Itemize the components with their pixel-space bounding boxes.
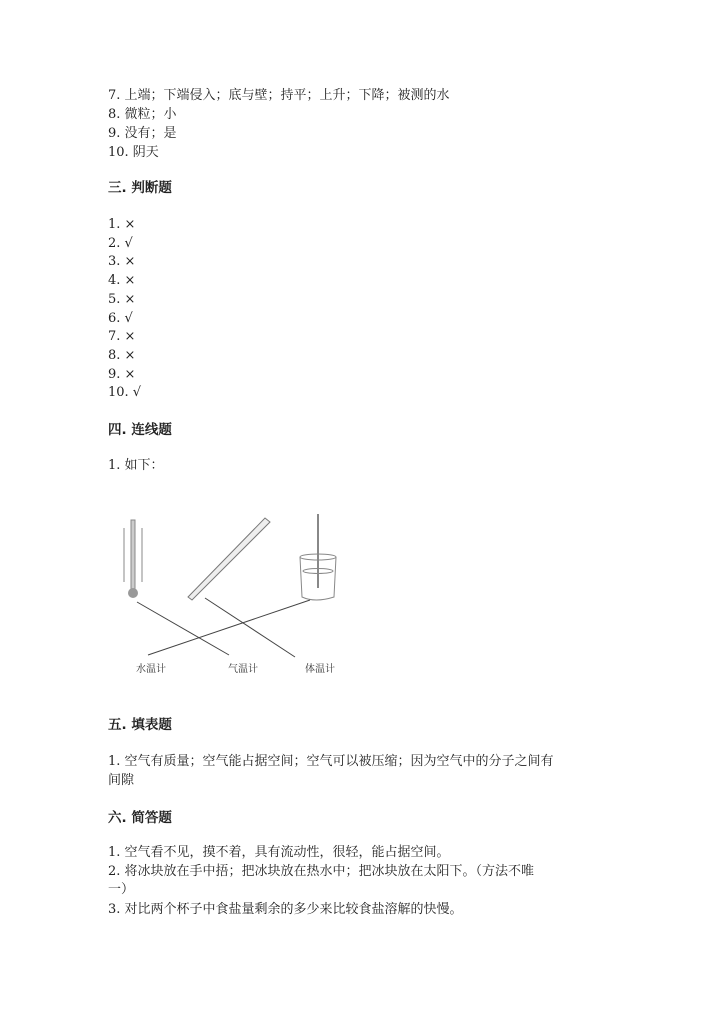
- judgment-answer: 10. √: [108, 385, 142, 401]
- judgment-answer: 7. ×: [108, 329, 136, 345]
- match-line: [205, 598, 295, 657]
- match-line: [148, 600, 310, 655]
- answer-line: 1. 空气看不见，摸不着，具有流动性，很轻，能占据空间。: [108, 845, 450, 860]
- judgment-answer: 3. ×: [108, 254, 136, 270]
- answer-line: 2. 将冰块放在手中捂；把冰块放在热水中；把冰块放在太阳下。（方法不唯: [108, 864, 535, 879]
- answer-line: 8. 微粒；小: [108, 107, 177, 122]
- label-body-thermometer: 体温计: [305, 664, 335, 675]
- section-heading-judgment: 三. 判断题: [108, 180, 172, 196]
- answer-line: 9. 没有；是: [108, 126, 177, 141]
- wall-thermometer-image: [124, 520, 142, 598]
- judgment-answer: 6. √: [108, 310, 133, 326]
- judgment-answer: 5. ×: [108, 291, 136, 307]
- judgment-answer: 8. ×: [108, 347, 136, 363]
- section-heading-short-answer: 六. 简答题: [108, 810, 172, 826]
- section-heading-table: 五. 填表题: [108, 717, 172, 733]
- answer-line: 3. 对比两个杯子中食盐量剩余的多少来比较食盐溶解的快慢。: [108, 902, 463, 917]
- judgment-answer: 1. ×: [108, 217, 136, 232]
- section-heading-matching: 四. 连线题: [108, 422, 172, 438]
- label-air-thermometer: 气温计: [228, 664, 258, 675]
- answer-line: 一）: [108, 882, 135, 897]
- answer-line: 10. 阴天: [108, 145, 159, 160]
- judgment-answer: 2. √: [108, 235, 133, 251]
- judgment-answer: 4. ×: [108, 273, 136, 289]
- answer-line: 间隙: [108, 773, 135, 788]
- matching-intro: 1. 如下：: [108, 458, 164, 473]
- match-line: [137, 602, 229, 655]
- glass-thermometer-image: [188, 518, 270, 600]
- answer-line: 1. 空气有质量；空气能占据空间；空气可以被压缩；因为空气中的分子之间有: [108, 754, 554, 769]
- matching-lines: [137, 598, 310, 657]
- beaker-thermometer-image: [300, 514, 336, 600]
- answer-line: 7. 上端；下端侵入；底与壁；持平；上升；下降；被测的水: [108, 88, 450, 103]
- label-water-thermometer: 水温计: [136, 664, 166, 675]
- judgment-answer: 9. ×: [108, 366, 136, 382]
